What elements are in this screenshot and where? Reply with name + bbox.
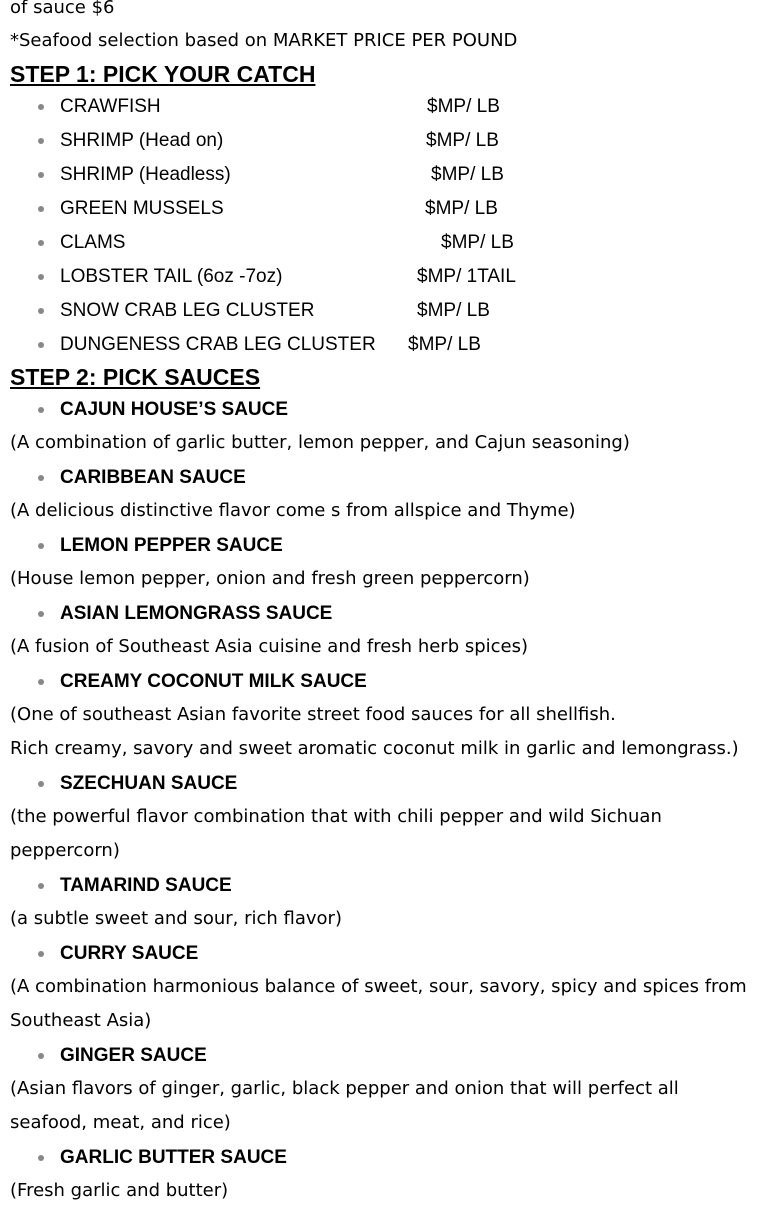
sauce-description: peppercorn) [10, 840, 120, 861]
catch-price: $MP/ LB [417, 300, 490, 321]
sauce-description: (Asian flavors of ginger, garlic, black pepper and onion that will perfect all [10, 1078, 679, 1099]
sauce-name: CARIBBEAN SAUCE [60, 467, 246, 488]
market-price-note: *Seafood selection based on MARKET PRICE PER POUND [10, 30, 518, 51]
catch-price: $MP/ LB [427, 96, 500, 117]
sauce-description: seafood, meat, and rice) [10, 1112, 231, 1133]
sauce-name: CAJUN HOUSE’S SAUCE [60, 399, 289, 420]
sauce-name: SZECHUAN SAUCE [60, 773, 238, 794]
sauce-description: (House lemon pepper, onion and fresh green peppercorn) [10, 568, 530, 589]
sauce-name: ASIAN LEMONGRASS SAUCE [60, 603, 333, 624]
sauce-description: (A combination of garlic butter, lemon pepper, and Cajun seasoning) [10, 432, 630, 453]
sauce-name: GARLIC BUTTER SAUCE [60, 1147, 287, 1168]
catch-name: GREEN MUSSELS [60, 198, 224, 219]
bullet-icon [38, 342, 44, 348]
bullet-icon [38, 138, 44, 144]
catch-price: $MP/ LB [425, 198, 498, 219]
sauce-description: (a subtle sweet and sour, rich flavor) [10, 908, 342, 929]
catch-price: $MP/ LB [431, 164, 504, 185]
step2-heading: STEP 2: PICK SAUCES [10, 364, 261, 390]
catch-price: $MP/ LB [441, 232, 514, 253]
sauce-description: (Fresh garlic and butter) [10, 1180, 229, 1201]
bullet-icon [38, 951, 44, 957]
catch-name: SNOW CRAB LEG CLUSTER [60, 300, 315, 321]
bullet-icon [38, 206, 44, 212]
sauce-name: GINGER SAUCE [60, 1045, 207, 1066]
catch-price: $MP/ LB [408, 334, 481, 355]
bullet-icon [38, 781, 44, 787]
sauce-description: Rich creamy, savory and sweet aromatic coconut milk in garlic and lemongrass.) [10, 738, 739, 759]
catch-name: CLAMS [60, 232, 126, 253]
catch-name: SHRIMP (Head on) [60, 130, 224, 151]
catch-price: $MP/ 1TAIL [417, 266, 516, 287]
sauce-description: (A fusion of Southeast Asia cuisine and fresh herb spices) [10, 636, 529, 657]
sauce-description: (One of southeast Asian favorite street food sauces for all shellfish. [10, 704, 616, 725]
sauce-name: LEMON PEPPER SAUCE [60, 535, 283, 556]
sauce-description: Southeast Asia) [10, 1010, 152, 1031]
catch-price: $MP/ LB [426, 130, 499, 151]
bullet-icon [38, 1053, 44, 1059]
bullet-icon [38, 407, 44, 413]
bullet-icon [38, 543, 44, 549]
bullet-icon [38, 611, 44, 617]
catch-name: LOBSTER TAIL (6oz -7oz) [60, 266, 283, 287]
sauce-description: (A combination harmonious balance of sweet, sour, savory, spicy and spices from [10, 976, 747, 997]
catch-name: DUNGENESS CRAB LEG CLUSTER [60, 334, 376, 355]
catch-name: CRAWFISH [60, 96, 161, 117]
catch-name: SHRIMP (Headless) [60, 164, 231, 185]
bullet-icon [38, 240, 44, 246]
sauce-name: CURRY SAUCE [60, 943, 199, 964]
bullet-icon [38, 1155, 44, 1161]
bullet-icon [38, 274, 44, 280]
bullet-icon [38, 308, 44, 314]
sauce-description: (the powerful flavor combination that with chili pepper and wild Sichuan [10, 806, 662, 827]
sauce-name: TAMARIND SAUCE [60, 875, 232, 896]
intro-top-line: of sauce $6 [10, 0, 115, 18]
sauce-description: (A delicious distinctive flavor come s from allspice and Thyme) [10, 500, 576, 521]
bullet-icon [38, 172, 44, 178]
bullet-icon [38, 104, 44, 110]
bullet-icon [38, 679, 44, 685]
bullet-icon [38, 883, 44, 889]
bullet-icon [38, 475, 44, 481]
sauce-name: CREAMY COCONUT MILK SAUCE [60, 671, 367, 692]
step1-heading: STEP 1: PICK YOUR CATCH [10, 61, 316, 87]
